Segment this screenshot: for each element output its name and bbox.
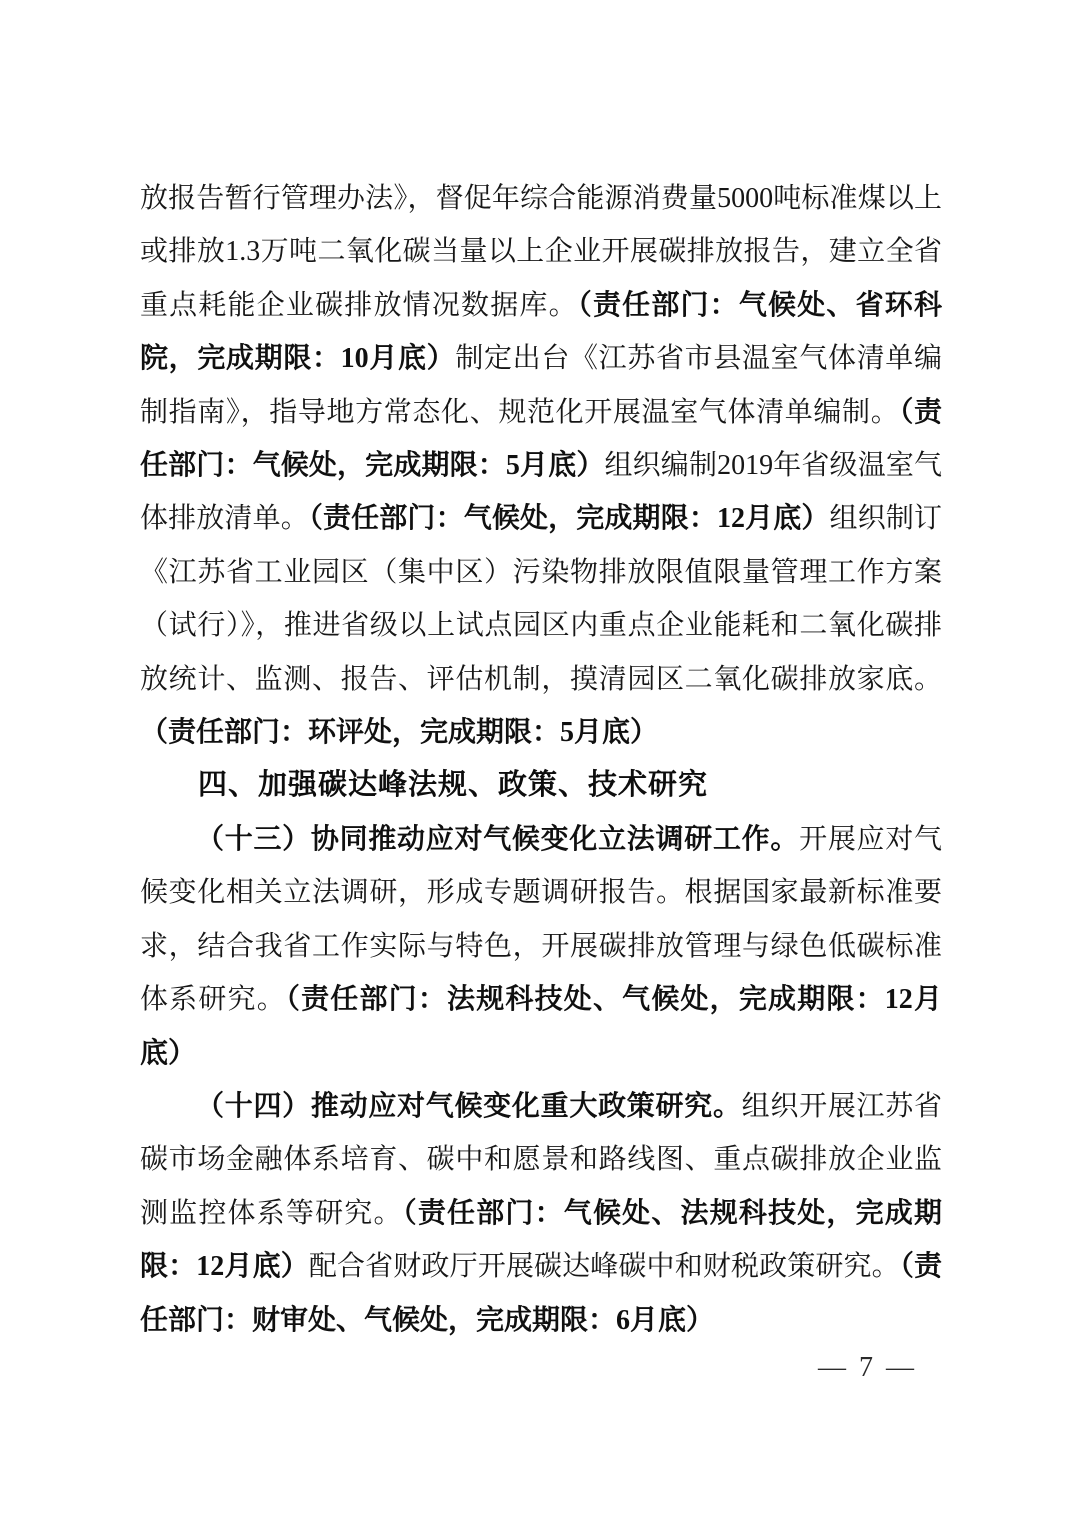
- body-text-segment: 开展应对气候变化相关立法调研，形成专题调研报告。根据国家最新标准要求，结合我省工作实际与特色，开展碳排放管理与绿色低碳标准体系研究。: [140, 823, 942, 1016]
- responsibility-clause: （责任部门：气候处，完成期限：5月底）: [140, 396, 942, 482]
- body-text-segment: 放报告暂行管理办法》，督促年综合能源消费量5000吨标准煤以上或排放1.3万吨二氧化碳当量以上企业开展碳排放报告，建立全省重点耗能企业碳排放情况数据库。: [140, 183, 942, 321]
- item-14-title: （十四）推动应对气候变化重大政策研究。: [196, 1090, 742, 1122]
- document-text-block: [140, 172, 942, 1347]
- page-number: [818, 1352, 917, 1384]
- paragraph-item-13: [140, 813, 942, 1080]
- responsibility-clause: （责任部门：气候处、省环科院，完成期限：10月底）: [140, 289, 942, 375]
- responsibility-clause: （责任部门：气候处，完成期限：12月底）: [308, 503, 830, 535]
- body-text-segment: 组织制订《江苏省工业园区（集中区）污染物排放限值限量管理工作方案（试行）》，推进省级以上试点园区内重点企业能耗和二氧化碳排放统计、监测、报告、评估机制，摸清园区二氧化碳排放家底。: [140, 503, 942, 695]
- responsibility-clause: （责任部门：环评处，完成期限：5月底）: [140, 717, 659, 749]
- body-text-segment: 组织编制2019年省级温室气体排放清单。: [140, 450, 942, 535]
- body-text-segment: 组织开展江苏省碳市场金融体系培育、碳中和愿景和路线图、重点碳排放企业监测监控体系等研究。: [140, 1090, 942, 1229]
- section-4-heading: 四、加强碳达峰法规、政策、技术研究: [198, 769, 709, 802]
- responsibility-clause: （责任部门：气候处、法规科技处，完成期限：12月底）: [140, 1197, 942, 1283]
- paragraph-continued-emission-reporting: [140, 172, 942, 759]
- responsibility-clause: （责任部门：法规科技处、气候处，完成期限：12月底）: [140, 984, 942, 1069]
- paragraph-item-14: [140, 1080, 942, 1347]
- item-13-title: （十三）协同推动应对气候变化立法调研工作。: [196, 823, 800, 855]
- body-text-segment: 制定出台《江苏省市县温室气体清单编制指南》，指导地方常态化、规范化开展温室气体清单编制。: [140, 343, 942, 428]
- page-number-label: — 7 —: [818, 1352, 917, 1383]
- body-text-segment: 配合省财政厅开展碳达峰碳中和财税政策研究。: [308, 1251, 900, 1283]
- responsibility-clause: （责任部门：财审处、气候处，完成期限：6月底）: [140, 1251, 942, 1336]
